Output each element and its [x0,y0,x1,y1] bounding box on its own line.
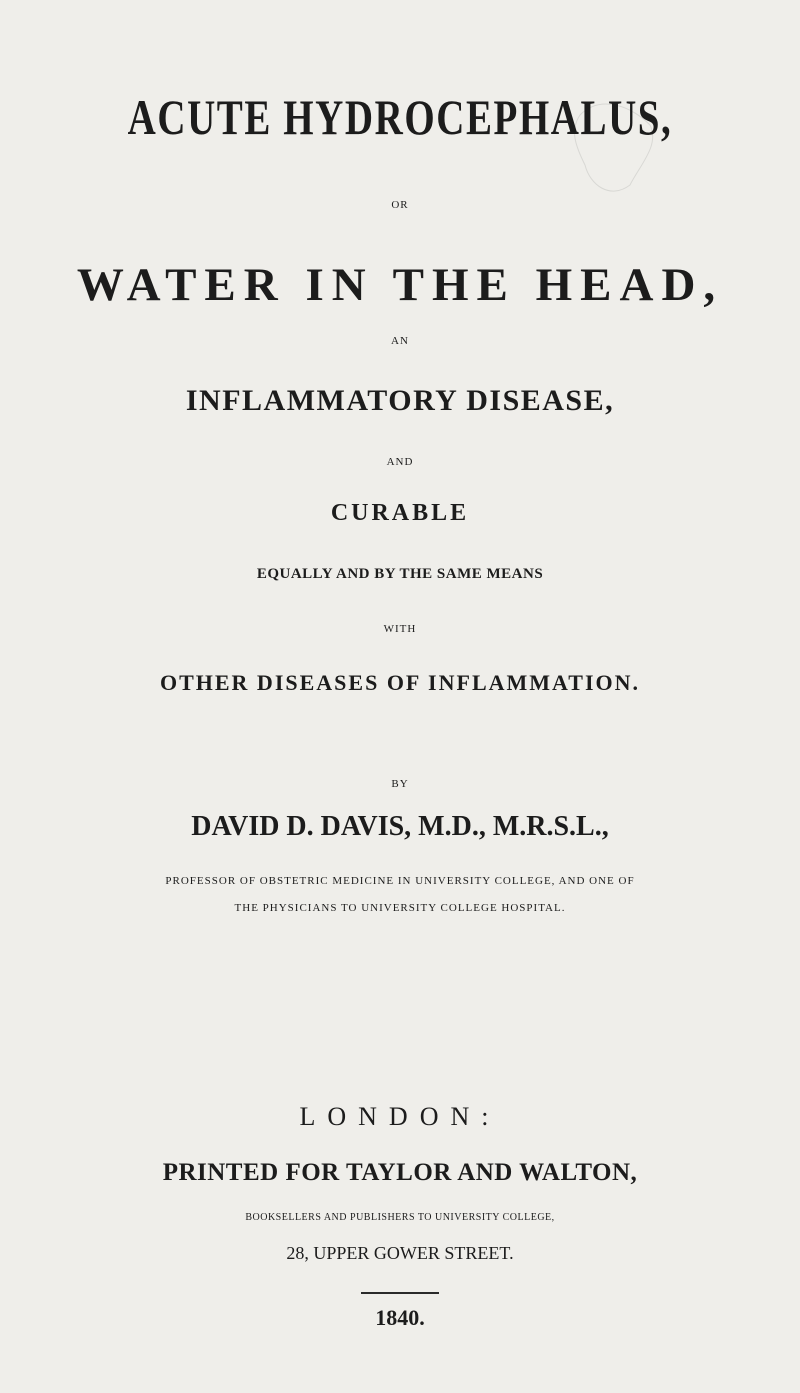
subtitle: WATER IN THE HEAD, [76,259,724,311]
connector-or: OR [391,199,409,211]
imprint-city: LONDON: [299,1102,501,1131]
main-title: ACUTE HYDROCEPHALUS, [127,89,673,145]
author-position-line2: THE PHYSICIANS TO UNIVERSITY COLLEGE HOSPITAL. [234,902,566,914]
curable-heading: CURABLE [330,500,470,526]
equally-line: EQUALLY AND BY THE SAME MEANS [256,566,544,582]
connector-with: WITH [383,623,417,635]
connector-and: AND [386,456,414,468]
connector-an: AN [391,335,409,347]
other-diseases-heading: OTHER DISEASES OF INFLAMMATION. [159,670,641,695]
divider-rule [361,1292,439,1294]
imprint-year: 1840. [375,1305,425,1330]
connector-by: BY [391,778,409,790]
author-position-line1: PROFESSOR OF OBSTETRIC MEDICINE IN UNIVERSITY COLLEGE, AND ONE OF [165,875,635,887]
disease-heading: INFLAMMATORY DISEASE, [185,384,615,417]
author-name: DAVID D. DAVIS, M.D., M.R.S.L., [191,811,609,842]
imprint-address: 28, UPPER GOWER STREET. [286,1243,514,1263]
imprint-booksellers: BOOKSELLERS AND PUBLISHERS TO UNIVERSITY COLLEGE, [245,1212,555,1223]
imprint-printer: PRINTED FOR TAYLOR AND WALTON, [162,1159,638,1186]
